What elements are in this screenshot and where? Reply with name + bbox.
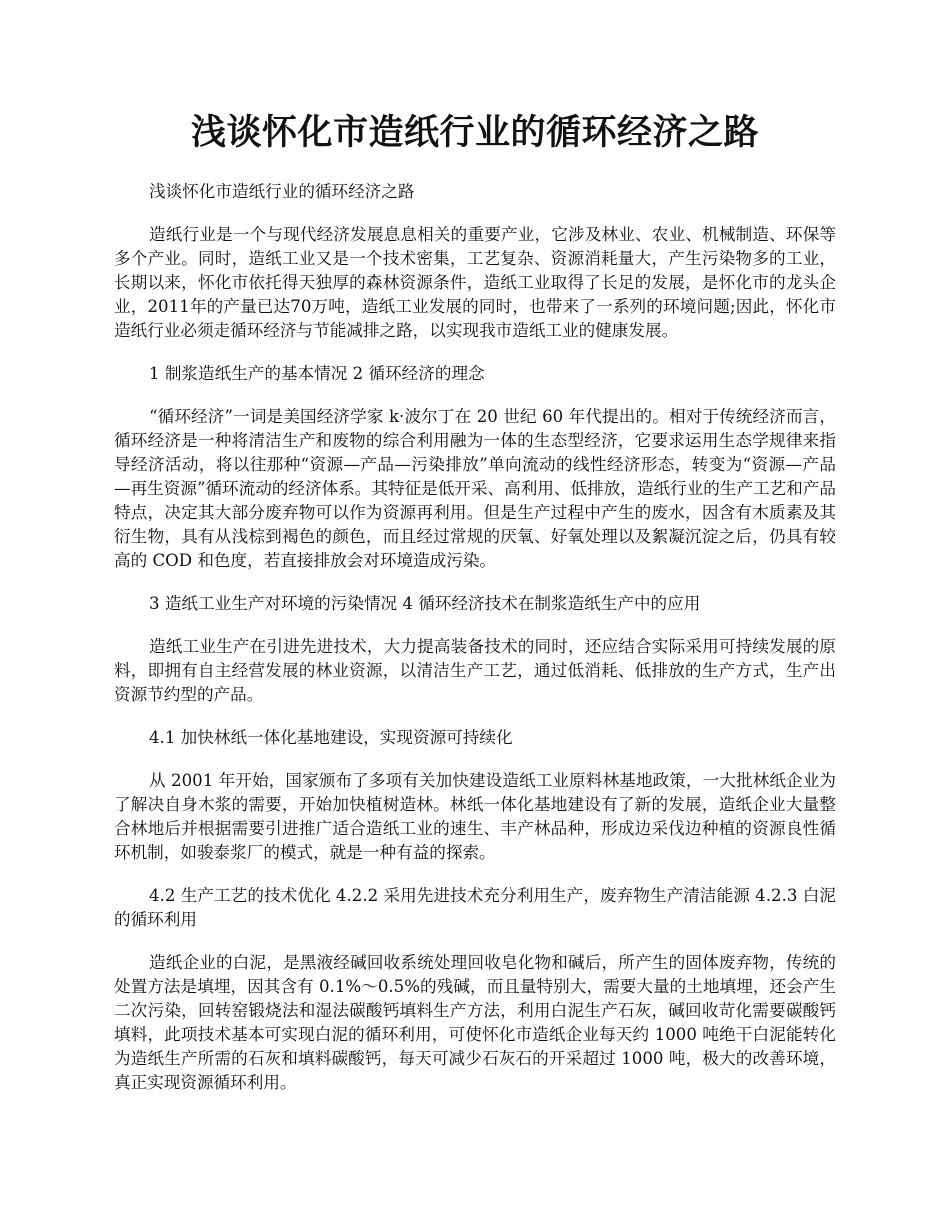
circular-economy-paragraph: “循环经济”一词是美国经济学家 k·波尔丁在 20 世纪 60 年代提出的。相对于传统经济而言，循环经济是一种将清洁生产和废物的综合利用融为一体的生态型经济，它要求运用生态学规律来指导经济活动，将以往那种“资源—产品—污染排放”单向流动的线性经济形态，转变为“资源—产品—再生资源”循环流动的经济体系。其特征是低开采、高利用、低排放，造纸行业的生产工艺和产品特点，决定其大部分废弃物可以作为资源再利用。但是生产过程中产生的废水，因含有木质素及其衍生物，具有从浅棕到褐色的颜色，而且经过常规的厌氧、好氧处理以及絮凝沉淀之后，仍具有较高的 COD 和色度，若直接排放会对环境造成污染。 <box>114 407 837 570</box>
section-heading-4-2: 4.2 生产工艺的技术优化 4.2.2 采用先进技术充分利用生产，废弃物生产清洁能源 4.2.3 白泥的循环利用 <box>114 886 836 929</box>
section-heading-4-1: 4.1 加快林纸一体化基地建设，实现资源可持续化 <box>149 728 513 747</box>
section-heading-1-2: 1 制浆造纸生产的基本情况 2 循环经济的理念 <box>149 364 485 383</box>
intro-paragraph: 造纸行业是一个与现代经济发展息息相关的重要产业，它涉及林业、农业、机械制造、环保等多个产业。同时，造纸工业又是一个技术密集，工艺复杂、资源消耗量大，产生污染物多的工业，长期以来，怀化市依托得天独厚的森林资源条件，造纸工业取得了长足的发展，是怀化市的龙头企业，2011年的产量已达70万吨，造纸工业发展的同时，也带来了一系列的环境问题;因此，怀化市造纸行业必须走循环经济与节能减排之路，以实现我市造纸工业的健康发展。 <box>114 225 836 340</box>
document-title: 浅谈怀化市造纸行业的循环经济之路 <box>190 112 759 153</box>
technology-application-paragraph: 造纸工业生产在引进先进技术，大力提高装备技术的同时，还应结合实际采用可持续发展的原料，即拥有自主经营发展的林业资源，以清洁生产工艺，通过低消耗、低排放的生产方式，生产出资源节约型的产品。 <box>114 637 836 704</box>
forestry-base-paragraph: 从 2001 年开始，国家颁布了多项有关加快建设造纸工业原料林基地政策，一大批林纸企业为了解决自身木浆的需要，开始加快植树造林。林纸一体化基地建设有了新的发展，造纸企业大量整合林地后并根据需要引进推广适合造纸工业的速生、丰产林品种，形成边采伐边种植的资源良性循环机制，如骏泰浆厂的模式，就是一种有益的探索。 <box>114 771 836 862</box>
subtitle-paragraph: 浅谈怀化市造纸行业的循环经济之路 <box>149 182 415 201</box>
white-mud-recycling-paragraph: 造纸企业的白泥，是黑液经碱回收系统处理回收皂化物和碱后，所产生的固体废弃物，传统的处置方法是填埋，因其含有 0.1%～0.5%的残碱，而且量特别大，需要大量的土地填埋，还会产生二次污染，回转窑锻烧法和湿法碳酸钙填料生产方法，利用白泥生产石灰，碱回收苛化需要碳酸钙填料，此项技术基本可实现白泥的循环利用，可使怀化市造纸企业每天约 1000 吨绝干白泥能转化为造纸生产所需的石灰和填料碳酸钙，每天可减少石灰石的开采超过 1000 吨，极大的改善环境，真正实现资源循环利用。 <box>114 953 836 1092</box>
section-heading-3-4: 3 造纸工业生产对环境的污染情况 4 循环经济技术在制浆造纸生产中的应用 <box>149 594 701 613</box>
